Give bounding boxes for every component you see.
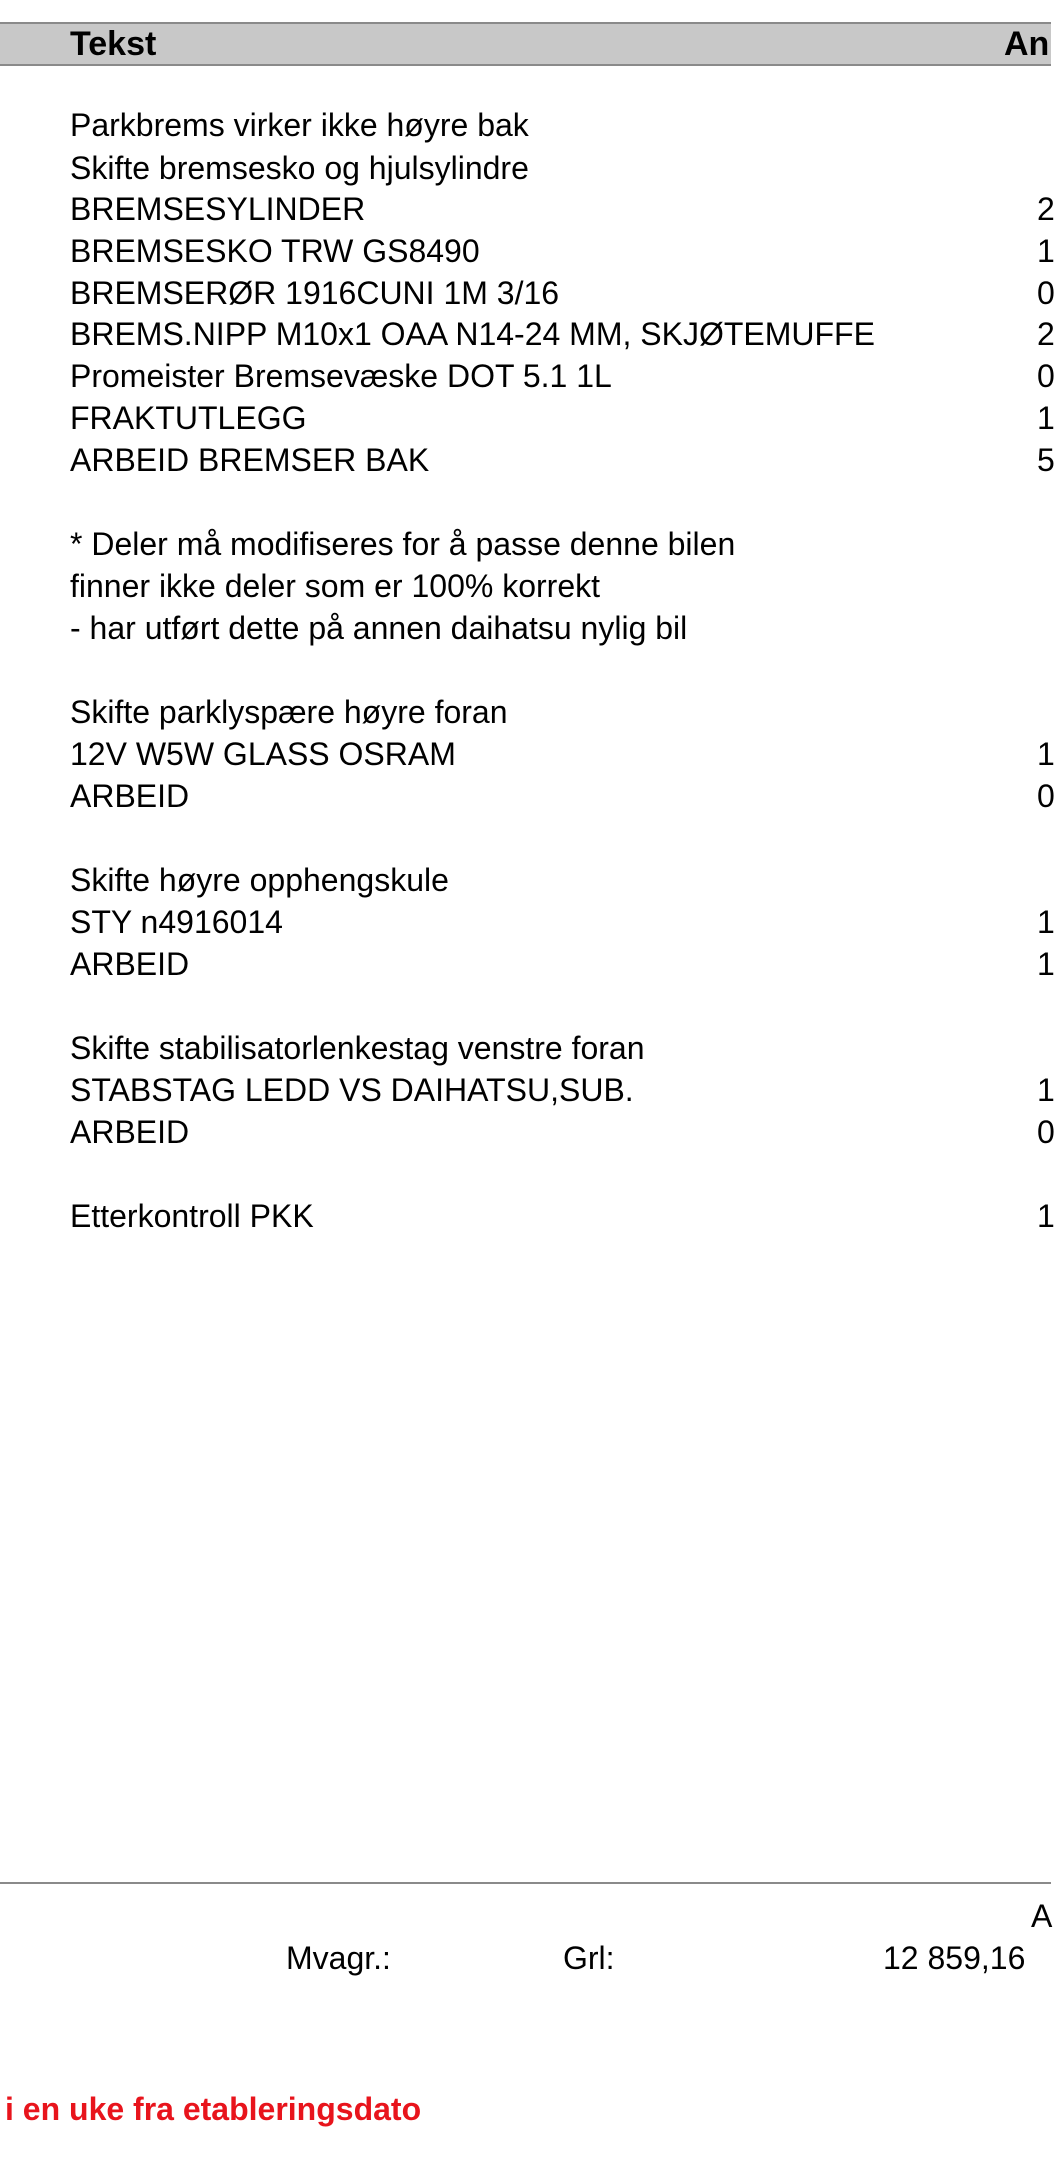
line-quantity: 1 xyxy=(1037,946,1055,982)
line-text: Skifte parklyspære høyre foran xyxy=(70,694,508,730)
line-text: Skifte stabilisatorlenkestag venstre foran xyxy=(70,1030,645,1066)
line-text: ARBEID xyxy=(70,946,190,982)
line-text: FRAKTUTLEGG xyxy=(70,400,307,436)
line-text: Promeister Bremsevæske DOT 5.1 1L xyxy=(70,358,612,394)
line-text: BREMSESYLINDER xyxy=(70,191,366,227)
basis-value: 12 859,16 xyxy=(883,1940,1026,1976)
line-text: ARBEID BREMSER BAK xyxy=(70,442,430,478)
line-text: Skifte høyre opphengskule xyxy=(70,862,449,898)
line-quantity: 2 xyxy=(1037,316,1055,352)
line-quantity: 1 xyxy=(1037,736,1055,772)
line-quantity: 1 xyxy=(1037,1072,1055,1108)
line-quantity: 0 xyxy=(1037,358,1055,394)
header-quantity-column: An xyxy=(1004,25,1050,63)
header-text-column: Tekst xyxy=(70,25,157,63)
line-quantity: 0 xyxy=(1037,1114,1055,1150)
line-text: BREMSESKO TRW GS8490 xyxy=(70,233,480,269)
line-text: STY n4916014 xyxy=(70,904,283,940)
line-text: ARBEID xyxy=(70,778,190,814)
line-quantity: 1 xyxy=(1037,233,1055,269)
line-text: Etterkontroll PKK xyxy=(70,1198,314,1234)
line-text: BREMS.NIPP M10x1 OAA N14-24 MM, SKJØTEMUFFE xyxy=(70,316,875,352)
note-text: finner ikke deler som er 100% korrekt xyxy=(70,568,600,604)
line-quantity: 0 xyxy=(1037,778,1055,814)
line-quantity: 5 xyxy=(1037,442,1055,478)
line-text: Parkbrems virker ikke høyre bak xyxy=(70,107,529,143)
line-quantity: 1 xyxy=(1037,400,1055,436)
line-text: 12V W5W GLASS OSRAM xyxy=(70,736,456,772)
footer-a-label: A xyxy=(1031,1898,1053,1934)
line-text: STABSTAG LEDD VS DAIHATSU,SUB. xyxy=(70,1072,634,1108)
line-quantity: 1 xyxy=(1037,1198,1055,1234)
line-text: ARBEID xyxy=(70,1114,190,1150)
line-text: Skifte bremsesko og hjulsylindre xyxy=(70,150,529,186)
payment-notice: i en uke fra etableringsdato xyxy=(5,2091,422,2127)
note-text: - har utført dette på annen daihatsu nylig bil xyxy=(70,610,688,646)
vat-group-label: Mvagr.: xyxy=(286,1940,391,1976)
note-text: * Deler må modifiseres for å passe denne bilen xyxy=(70,526,736,562)
line-quantity: 0 xyxy=(1037,275,1055,311)
line-text: BREMSERØR 1916CUNI 1M 3/16 xyxy=(70,275,560,311)
line-quantity: 2 xyxy=(1037,191,1055,227)
footer-divider xyxy=(0,1882,1051,1884)
line-quantity: 1 xyxy=(1037,904,1055,940)
basis-label: Grl: xyxy=(563,1940,615,1976)
